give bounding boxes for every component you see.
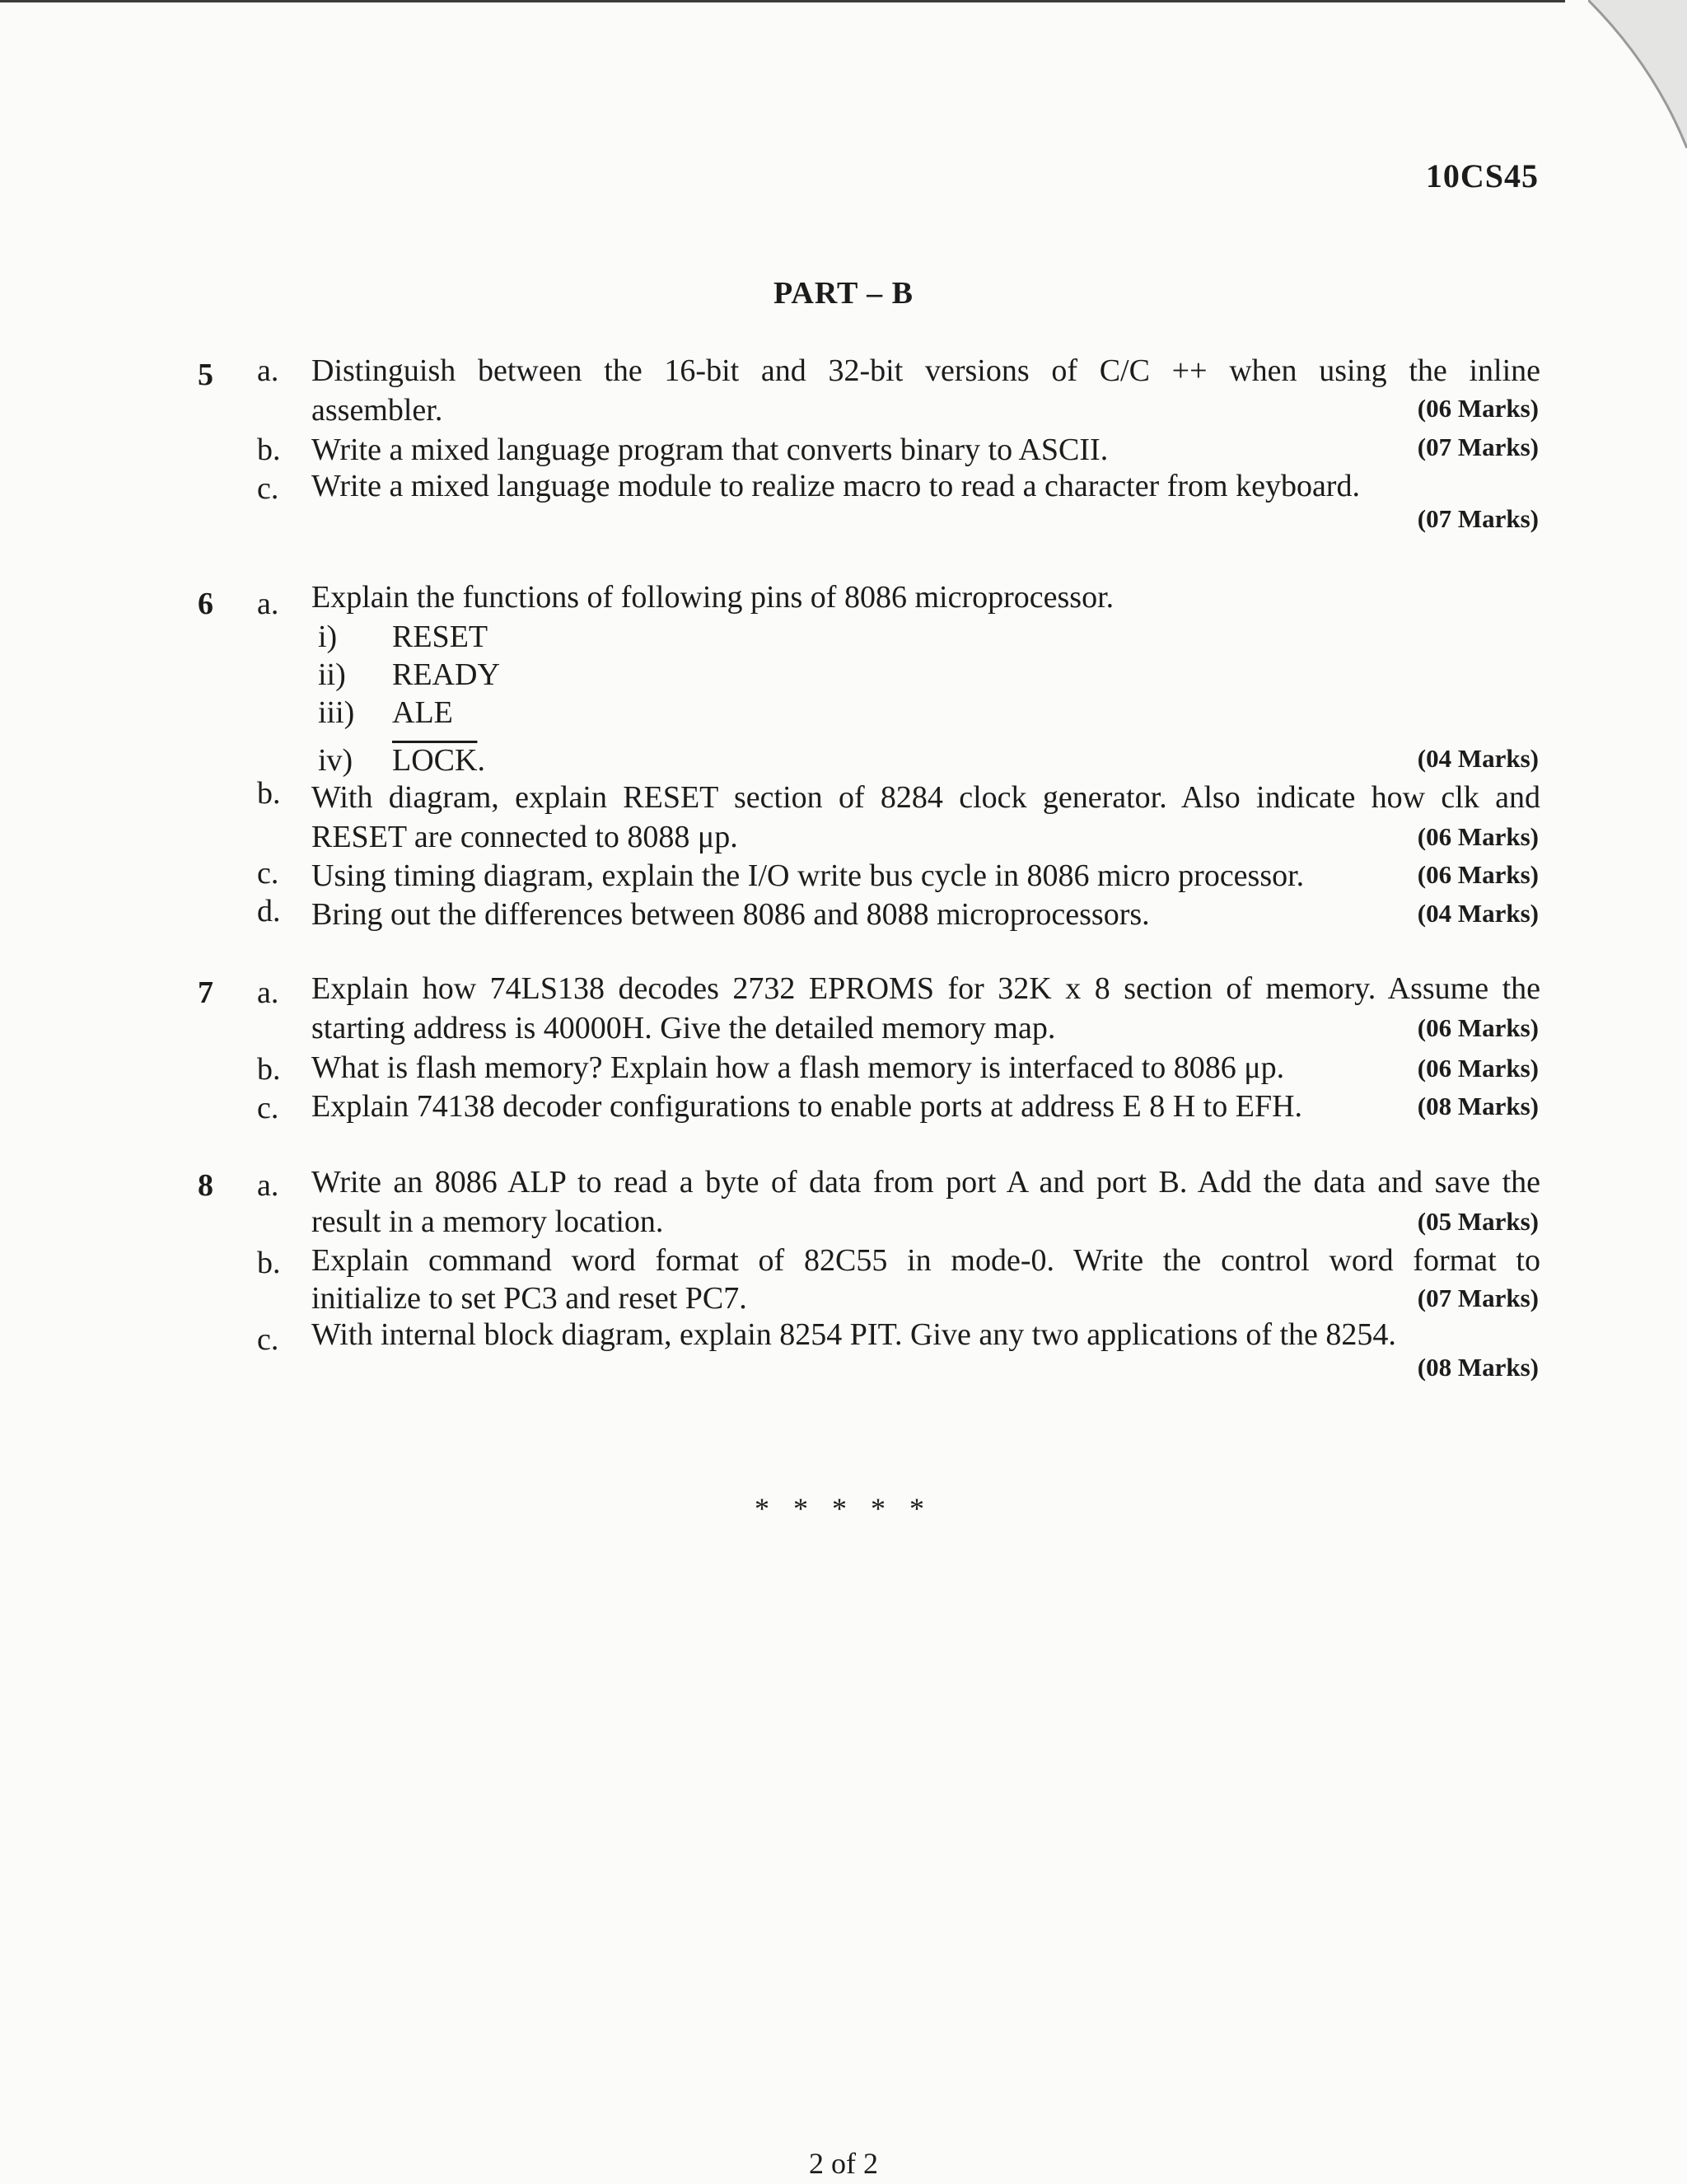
question-text-line: Distinguish between the 16-bit and 32-bit versions of C/C ++ when using the inline xyxy=(311,353,1540,388)
question-text-line: starting address is 40000H. Give the detailed memory map. xyxy=(311,1011,1056,1045)
question-number: 6 xyxy=(198,587,213,621)
sub-item-text xyxy=(392,741,485,779)
item-letter: a. xyxy=(257,587,279,621)
question-number: 7 xyxy=(198,975,213,1010)
marks-label: (05 Marks) xyxy=(1417,1207,1539,1236)
item-letter: c. xyxy=(257,1091,279,1125)
sub-item-text: ALE xyxy=(392,695,453,730)
question-text-line: Write a mixed language module to realize macro to read a character from keyboard. xyxy=(311,469,1360,503)
end-of-paper-marker: * * * * * xyxy=(755,1492,932,1525)
marks-label: (07 Marks) xyxy=(1417,1284,1539,1312)
marks-label: (06 Marks) xyxy=(1417,860,1539,889)
item-letter: a. xyxy=(257,1168,279,1203)
sub-item-number: iii) xyxy=(318,695,355,730)
marks-label: (04 Marks) xyxy=(1417,744,1539,773)
marks-label: (06 Marks) xyxy=(1417,1013,1539,1042)
marks-label: (07 Marks) xyxy=(1417,504,1539,533)
subject-code: 10CS45 xyxy=(1425,157,1539,194)
question-text-line: initialize to set PC3 and reset PC7. xyxy=(311,1281,747,1316)
item-letter: b. xyxy=(257,433,281,467)
sub-item-suffix: . xyxy=(477,743,485,778)
question-text-line: RESET are connected to 8088 μp. xyxy=(311,820,738,854)
question-text-line: Explain how 74LS138 decodes 2732 EPROMS for 32K x 8 section of memory. Assume the xyxy=(311,971,1540,1006)
item-letter: b. xyxy=(257,776,281,811)
sub-item-text: READY xyxy=(392,657,500,692)
question-text-line: Explain command word format of 82C55 in mode-0. Write the control word format to xyxy=(311,1243,1540,1278)
sub-item-text: RESET xyxy=(392,620,488,654)
question-number: 8 xyxy=(198,1168,213,1203)
marks-label: (07 Marks) xyxy=(1417,433,1539,461)
item-letter: a. xyxy=(257,975,279,1010)
item-letter: c. xyxy=(257,856,279,891)
item-letter: a. xyxy=(257,353,279,388)
question-text-line: Write an 8086 ALP to read a byte of data from port A and port B. Add the data and save the xyxy=(311,1165,1540,1200)
scan-top-edge-line xyxy=(0,0,1565,2)
question-text-line: assembler. xyxy=(311,393,443,428)
item-letter: c. xyxy=(257,1322,279,1357)
question-number: 5 xyxy=(198,358,213,392)
question-text-line: Explain the functions of following pins of 8086 microprocessor. xyxy=(311,580,1115,615)
question-text-line: result in a memory location. xyxy=(311,1204,664,1239)
question-text-line: With diagram, explain RESET section of 8284 clock generator. Also indicate how clk and xyxy=(311,780,1540,815)
question-text-line: Bring out the differences between 8086 and 8088 microprocessors. xyxy=(311,897,1150,932)
folded-corner-shadow xyxy=(1588,0,1687,148)
item-letter: b. xyxy=(257,1246,281,1280)
lock-signal-overlined: LOCK xyxy=(392,743,478,778)
sub-item-number: iv) xyxy=(318,743,353,778)
page-number: 2 of 2 xyxy=(809,2147,878,2180)
question-text-line: With internal block diagram, explain 8254 PIT. Give any two applications of the 8254. xyxy=(311,1317,1396,1352)
question-text-line: Using timing diagram, explain the I/O write bus cycle in 8086 micro processor. xyxy=(311,858,1305,893)
marks-label: (06 Marks) xyxy=(1417,822,1539,851)
question-text-line: Write a mixed language program that converts binary to ASCII. xyxy=(311,433,1109,467)
item-letter: d. xyxy=(257,894,281,928)
sub-item-number: i) xyxy=(318,620,338,654)
marks-label: (08 Marks) xyxy=(1417,1092,1539,1120)
sub-item-number: ii) xyxy=(318,657,346,692)
marks-label: (06 Marks) xyxy=(1417,1054,1539,1083)
question-text-line: Explain 74138 decoder configurations to enable ports at address E 8 H to EFH. xyxy=(311,1089,1303,1124)
marks-label: (06 Marks) xyxy=(1417,394,1539,423)
marks-label: (04 Marks) xyxy=(1417,899,1539,928)
item-letter: b. xyxy=(257,1052,281,1087)
question-text-line: What is flash memory? Explain how a flash memory is interfaced to 8086 μp. xyxy=(311,1050,1285,1085)
item-letter: c. xyxy=(257,471,279,506)
marks-label: (08 Marks) xyxy=(1417,1353,1539,1382)
part-title: PART – B xyxy=(773,276,914,311)
